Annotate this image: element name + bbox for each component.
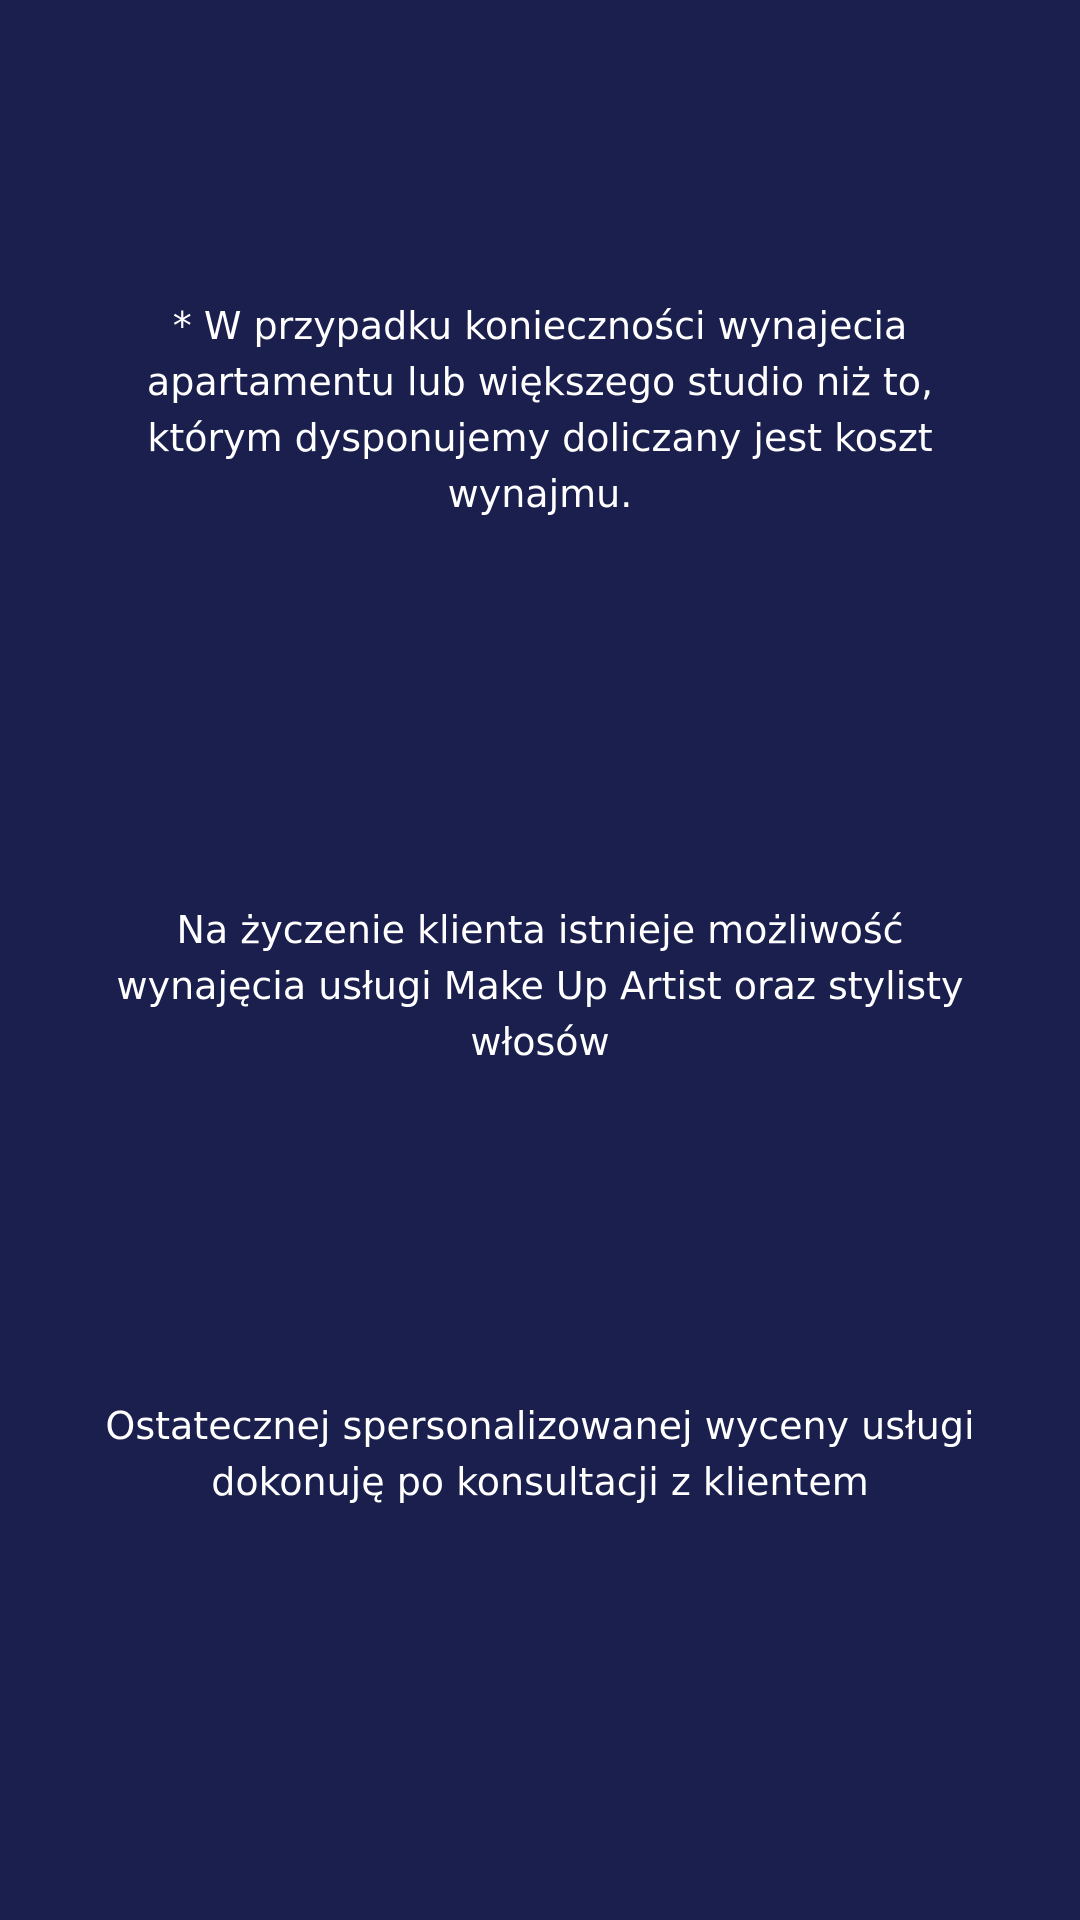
apartment-rental-note-line: którym dysponujemy doliczany jest koszt	[147, 416, 933, 460]
apartment-rental-note-line: * W przypadku konieczności wynajecia	[172, 304, 908, 348]
apartment-rental-note-line: apartamentu lub większego studio niż to,	[146, 360, 934, 404]
apartment-rental-note	[0, 298, 1080, 522]
pricing-consultation-note-line: dokonuję po konsultacji z klientem	[211, 1460, 869, 1504]
makeup-artist-note-line: Na życzenie klienta istnieje możliwość	[176, 908, 904, 952]
makeup-artist-note-line: włosów	[470, 1020, 610, 1064]
pricing-consultation-note	[0, 1398, 1080, 1510]
makeup-artist-note-line: wynajęcia usługi Make Up Artist oraz stylisty	[116, 964, 964, 1008]
apartment-rental-note-line: wynajmu.	[447, 472, 633, 516]
makeup-artist-note	[0, 902, 1080, 1070]
pricing-consultation-note-line: Ostatecznej spersonalizowanej wyceny usługi	[105, 1404, 975, 1448]
